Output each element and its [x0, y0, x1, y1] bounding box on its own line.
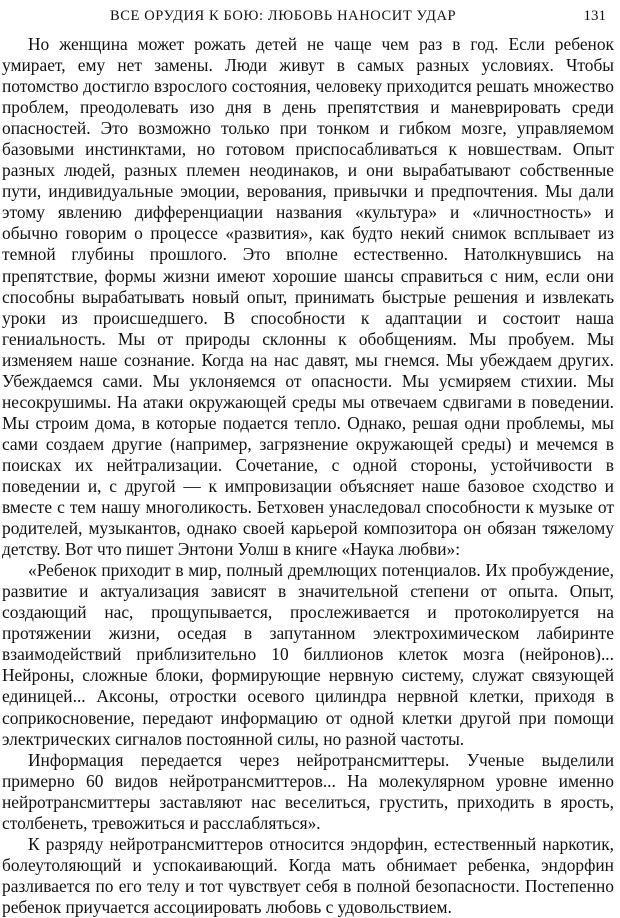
quote-paragraph: Информация передается через нейротрансмиттеры. Ученые выделили примерно 60 видов нейротрансмиттеров... На молекулярном уровне именно нейротрансмиттеры заставляют нас веселиться, грустить, приходить в ярость, столбенеть, тревожиться и расслабляться».	[2, 749, 614, 833]
page-number: 131	[583, 8, 606, 24]
running-header	[10, 8, 610, 30]
running-title: ВСЕ ОРУДИЯ К БОЮ: ЛЮБОВЬ НАНОСИТ УДАР	[110, 8, 457, 24]
paragraph: Но женщина может рожать детей не чаще чем раз в год. Если ребенок умирает, ему нет замены. Люди живут в самых разных условиях. Чтобы потомство достигло взрослого состояния, человеку приходится решать множество проблем, преодолевать изо дня в день препятствия и маневрировать среди опасностей. Это возможно только при тонком и гибком мозге, управляемом базовыми инстинктами, но готовом приспосабливаться к новшествам. Опыт разных людей, разных племен неодинаков, и они вырабатывают собственные пути, индивидуальные эмоции, верования, привычки и предпочтения. Мы дали этому явлению дифференциации названия «культура» и «личностность» и обычно говорим о процессе «развития», как будто некий снимок всплывает из темной глубины прошлого. Это вполне естественно. Натолкнувшись на препятствие, формы жизни имеют хорошие шансы справиться с ним, если они способны вырабатывать новый опыт, принимать быстрые решения и извлекать уроки из происшедшего. В способности к адаптации и состоит наша гениальность. Мы от природы склонны к обобщениям. Мы пробуем. Мы изменяем наше сознание. Когда на нас давят, мы гнемся. Мы убеждаем других. Убеждаемся сами. Мы уклоняемся от опасности. Мы усмиряем стихии. Мы несокрушимы. На атаки окружающей среды мы отвечаем сдвигами в поведении. Мы строим дома, в которые подается тепло. Однако, решая одни проблемы, мы сами создаем другие (например, загрязнение окружающей среды) и мечемся в поисках их нейтрализации. Сочетание, с одной стороны, устойчивости в поведении и, с другой — к импровизации объясняет наше базовое сходство и вместе с тем нашу многоликость. Бетховен унаследовал способности к музыке от родителей, музыкантов, однако своей карьерой композитора он обязан тяжелому детству. Вот что пишет Энтони Уолш в книге «Наука любви»:	[2, 34, 614, 560]
body-text	[2, 34, 614, 918]
quote-paragraph: «Ребенок приходит в мир, полный дремлющих потенциалов. Их пробуждение, развитие и актуализация зависят в значительной степени от опыта. Опыт, создающий нас, прощупывается, прослеживается и протоколируется на протяжении жизни, оседая в запутанном электрохимическом лабиринте взаимодействий приблизительно 10 биллионов клеток мозга (нейронов)... Нейроны, сложные блоки, формирующие нервную систему, служат связующей единицей... Аксоны, отростки осевого цилиндра нервной клетки, приходя в соприкосновение, передают информацию от одной клетки другой при помощи электрических сигналов постоянной силы, но разной частоты.	[2, 560, 614, 749]
paragraph: К разряду нейротрансмиттеров относится эндорфин, естественный наркотик, болеутоляющий и успокаивающий. Когда мать обнимает ребенка, эндорфин разливается по его телу и тот чувствует себя в полной безопасности. Постепенно ребенок приучается ассоциировать любовь с удовольствием.	[2, 833, 614, 917]
